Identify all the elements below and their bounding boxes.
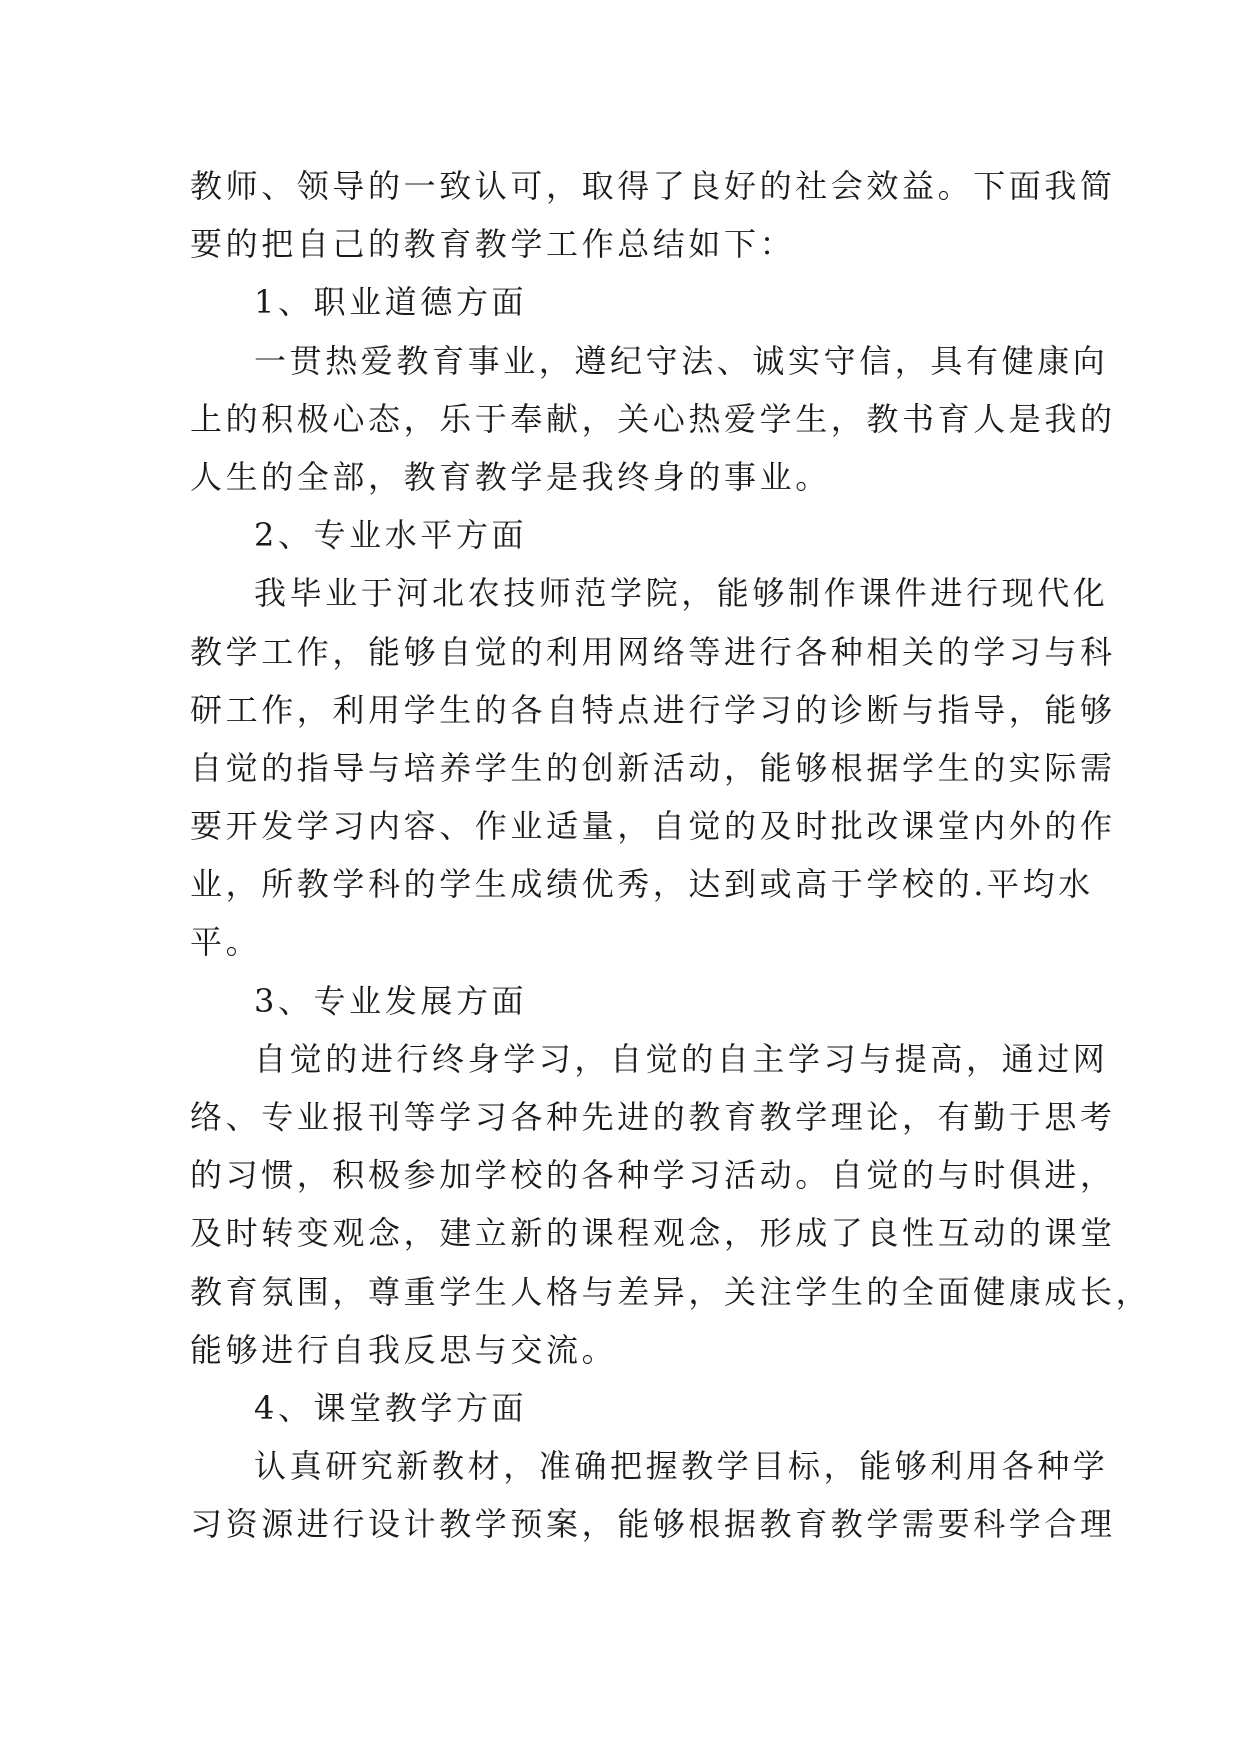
text-line: 要开发学习内容、作业适量，自觉的及时批改课堂内外的作 (190, 807, 1116, 846)
text-line: 教育氛围，尊重学生人格与差异，关注学生的全面健康成长， (190, 1272, 1152, 1311)
text-line: 人生的全部，教育教学是我终身的事业。 (190, 457, 831, 496)
body-text (190, 157, 1152, 1554)
text-line: 的习惯，积极参加学校的各种学习活动。自觉的与时俱进， (190, 1156, 1116, 1195)
section-heading: 3、专业发展方面 (254, 981, 528, 1020)
text-line: 一贯热爱教育事业，遵纪守法、诚实守信，具有健康向 (254, 341, 1109, 380)
text-line: 教师、领导的一致认可，取得了良好的社会效益。下面我简 (190, 167, 1116, 205)
text-line: 习资源进行设计教学预案，能够根据教育教学需要科学合理 (190, 1505, 1116, 1544)
section-heading: 2、专业水平方面 (254, 516, 528, 555)
text-line: 教学工作，能够自觉的利用网络等进行各种相关的学习与科 (190, 632, 1116, 671)
text-line: 研工作，利用学生的各自特点进行学习的诊断与指导，能够 (190, 690, 1116, 729)
section-heading: 1、职业道德方面 (254, 283, 528, 322)
text-line: 自觉的指导与培养学生的创新活动，能够根据学生的实际需 (190, 748, 1116, 787)
text-line: 能够进行自我反思与交流。 (190, 1330, 618, 1369)
text-line: 业，所教学科的学生成绩优秀，达到或高于学校的.平均水 (190, 865, 1094, 904)
text-line: 自觉的进行终身学习，自觉的自主学习与提高，通过网 (254, 1039, 1109, 1078)
text-line: 络、专业报刊等学习各种先进的教育教学理论，有勤于思考 (190, 1098, 1116, 1136)
text-line: 认真研究新教材，准确把握教学目标，能够利用各种学 (254, 1447, 1109, 1486)
text-line: 平。 (190, 923, 262, 962)
section-heading: 4、课堂教学方面 (254, 1388, 528, 1427)
text-line: 上的积极心态，乐于奉献，关心热爱学生，教书育人是我的 (190, 399, 1116, 438)
text-line: 我毕业于河北农技师范学院，能够制作课件进行现代化 (254, 574, 1109, 613)
text-line: 要的把自己的教育教学工作总结如下： (190, 225, 796, 264)
text-line: 及时转变观念，建立新的课程观念，形成了良性互动的课堂 (190, 1214, 1116, 1253)
